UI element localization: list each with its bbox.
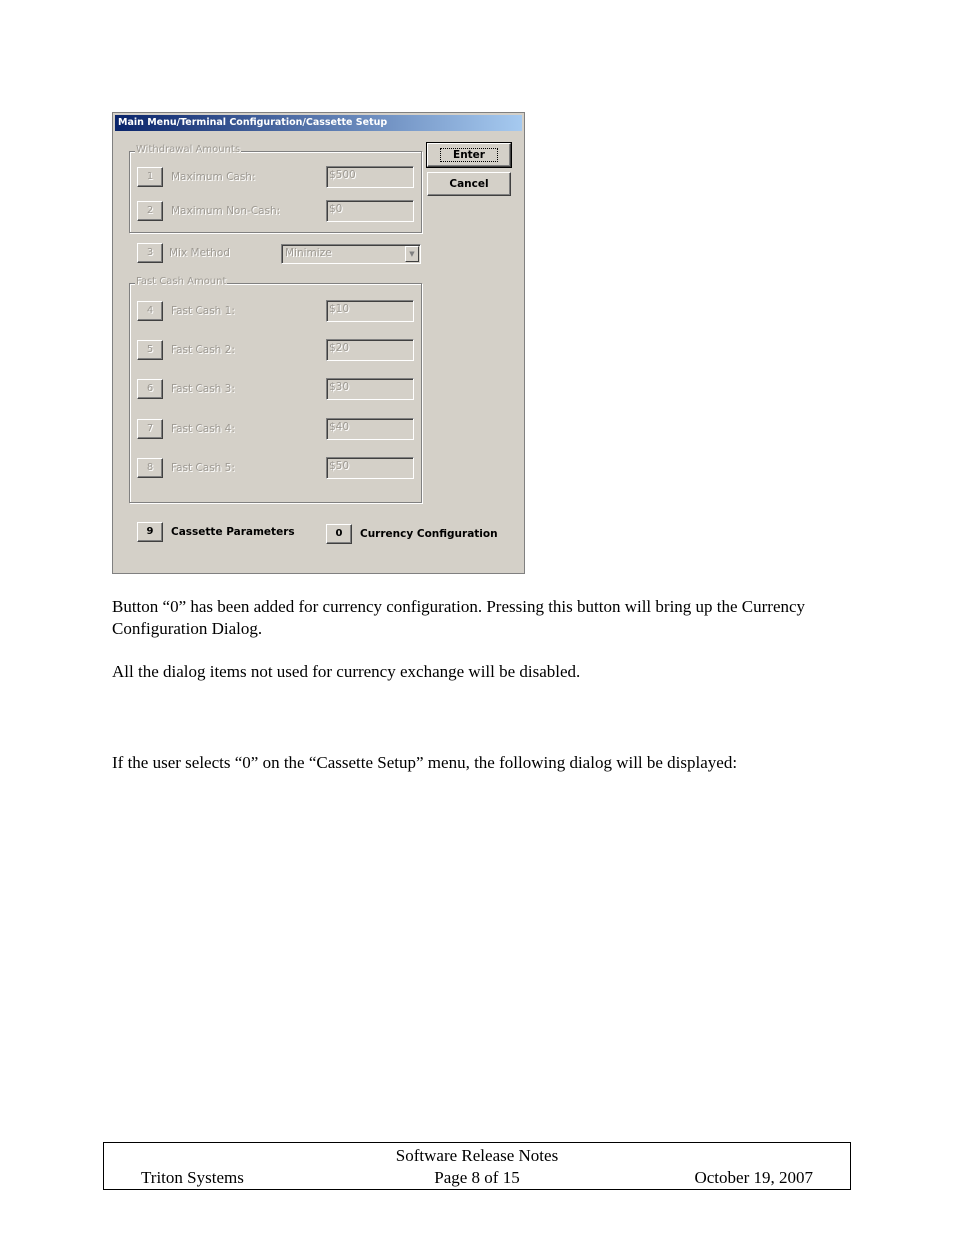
fast-cash-2-key-button[interactable]: 5 [137, 340, 163, 360]
enter-button-label: Enter [440, 148, 498, 162]
maximum-cash-key-button[interactable]: 1 [137, 167, 163, 187]
fast-cash-1-field[interactable]: $10 [326, 300, 414, 322]
maximum-cash-label: Maximum Cash: [171, 171, 256, 183]
maximum-non-cash-key-button[interactable]: 2 [137, 201, 163, 221]
fast-cash-5-field[interactable]: $50 [326, 457, 414, 479]
footer-company: Triton Systems [141, 1168, 244, 1187]
fast-cash-2-label: Fast Cash 2: [171, 344, 235, 356]
fast-cash-4-field[interactable]: $40 [326, 418, 414, 440]
fast-cash-5-label: Fast Cash 5: [171, 462, 235, 474]
fast-cash-2-field[interactable]: $20 [326, 339, 414, 361]
footer-date: October 19, 2007 [694, 1168, 813, 1187]
maximum-non-cash-field[interactable]: $0 [326, 200, 414, 222]
cassette-setup-dialog [112, 112, 525, 574]
footer-title: Software Release Notes [395, 1146, 559, 1165]
currency-configuration-label: Currency Configuration [360, 528, 498, 540]
cassette-parameters-label: Cassette Parameters [171, 526, 295, 538]
fast-cash-3-field[interactable]: $30 [326, 378, 414, 400]
fast-cash-amount-legend: Fast Cash Amount [136, 276, 227, 287]
paragraph-disabled-items: All the dialog items not used for currency exchange will be disabled. [112, 662, 581, 681]
fast-cash-3-label: Fast Cash 3: [171, 383, 235, 395]
fast-cash-4-label: Fast Cash 4: [171, 423, 235, 435]
mix-method-select[interactable] [281, 244, 421, 264]
chevron-down-icon[interactable]: ▼ [405, 246, 419, 262]
fast-cash-1-label: Fast Cash 1: [171, 305, 235, 317]
fast-cash-4-key-button[interactable]: 7 [137, 419, 163, 439]
paragraph-currency-button: Button “0” has been added for currency configuration. Pressing this button will bring up the Currency Configuration Dialog. [112, 597, 806, 638]
paragraph-select-zero: If the user selects “0” on the “Cassette Setup” menu, the following dialog will be displayed: [112, 753, 738, 772]
cassette-parameters-button[interactable]: 9 [137, 522, 163, 542]
maximum-non-cash-label: Maximum Non-Cash: [171, 205, 281, 217]
footer-page-number: Page 8 of 15 [434, 1168, 520, 1187]
cancel-button[interactable]: Cancel [427, 172, 511, 196]
mix-method-key-button[interactable]: 3 [137, 243, 163, 263]
maximum-cash-field[interactable]: $500 [326, 166, 414, 188]
page-footer [103, 1142, 851, 1190]
currency-configuration-button[interactable]: 0 [326, 524, 352, 544]
mix-method-value: Minimize [285, 247, 332, 259]
enter-button[interactable] [427, 143, 511, 167]
fast-cash-1-key-button[interactable]: 4 [137, 301, 163, 321]
fast-cash-3-key-button[interactable]: 6 [137, 379, 163, 399]
dialog-title: Main Menu/Terminal Configuration/Cassette Setup [115, 115, 522, 131]
withdrawal-amounts-legend: Withdrawal Amounts [136, 144, 241, 155]
fast-cash-5-key-button[interactable]: 8 [137, 458, 163, 478]
mix-method-label: Mix Method [169, 247, 230, 259]
